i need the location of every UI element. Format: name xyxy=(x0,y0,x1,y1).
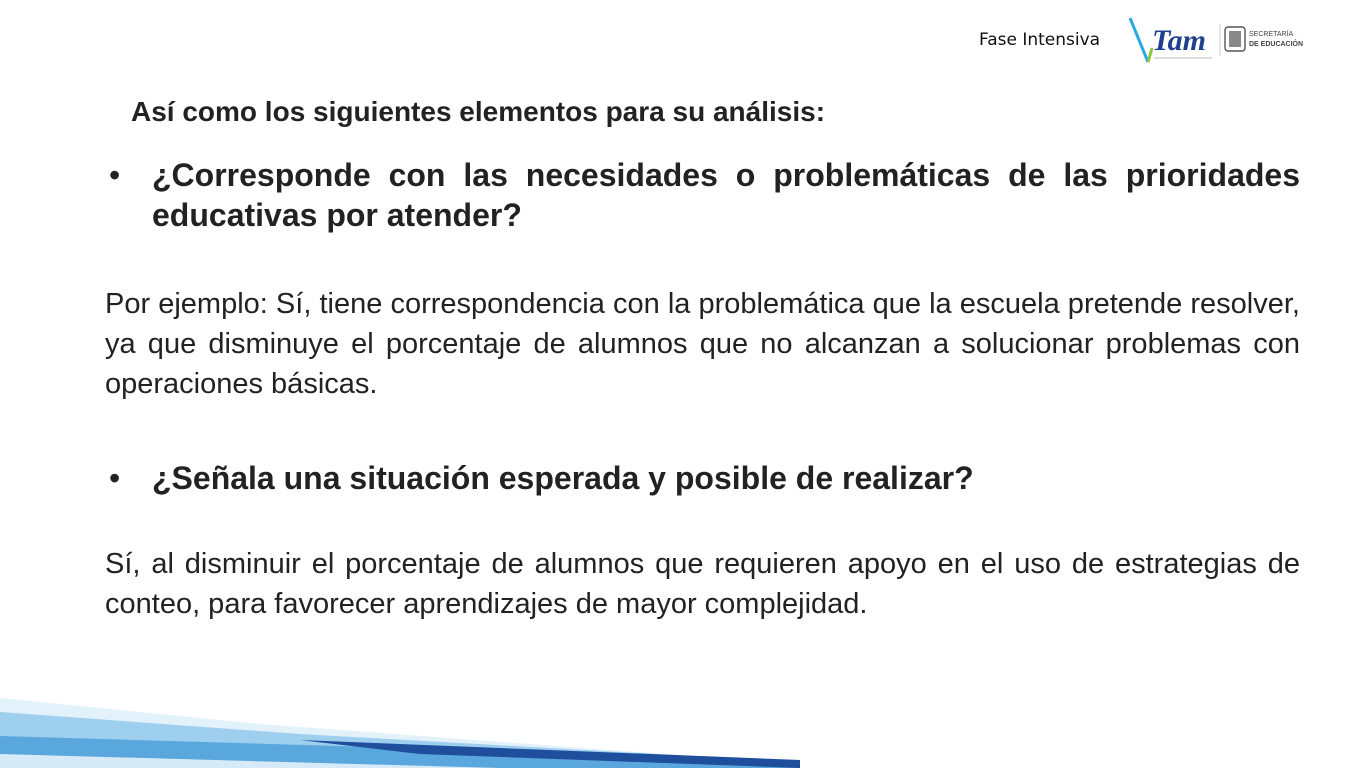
footer-wave-decoration xyxy=(0,698,800,768)
secretaria-line2: DE EDUCACIÓN xyxy=(1249,41,1304,48)
intro-heading: Así como los siguientes elementos para su análisis: xyxy=(131,96,826,127)
paragraph-2: Sí, al disminuir el porcentaje de alumnos que requieren apoyo en el uso de estrategias de conteo, para favorecer aprendizajes de mayor complejidad. xyxy=(105,548,1300,620)
state-seal-icon xyxy=(1225,27,1245,51)
paragraph-1: Por ejemplo: Sí, tiene correspondencia con la problemática que la escuela pretende resolver, ya que disminuye el porcentaje de alumnos que no alcanzan a solucionar problemas con operaciones básicas. xyxy=(105,288,1300,400)
tam-wordmark: Tam xyxy=(1152,24,1206,57)
header-logos xyxy=(1128,14,1310,66)
bullet-marker: • xyxy=(109,460,121,496)
secretaria-line1: SECRETARÍA xyxy=(1249,31,1294,38)
bullet-item-2 xyxy=(105,458,1300,498)
bullet-text-1: ¿Corresponde con las necesidades o problemáticas de las prioridades educativas por atender? xyxy=(152,157,1300,233)
tam-logo-icon xyxy=(1128,14,1310,66)
bullet-text-2: ¿Señala una situación esperada y posible de realizar? xyxy=(152,460,974,496)
bullet-marker: • xyxy=(109,157,121,193)
phase-label: Fase Intensiva xyxy=(979,30,1101,50)
bullet-item-1 xyxy=(105,155,1300,235)
